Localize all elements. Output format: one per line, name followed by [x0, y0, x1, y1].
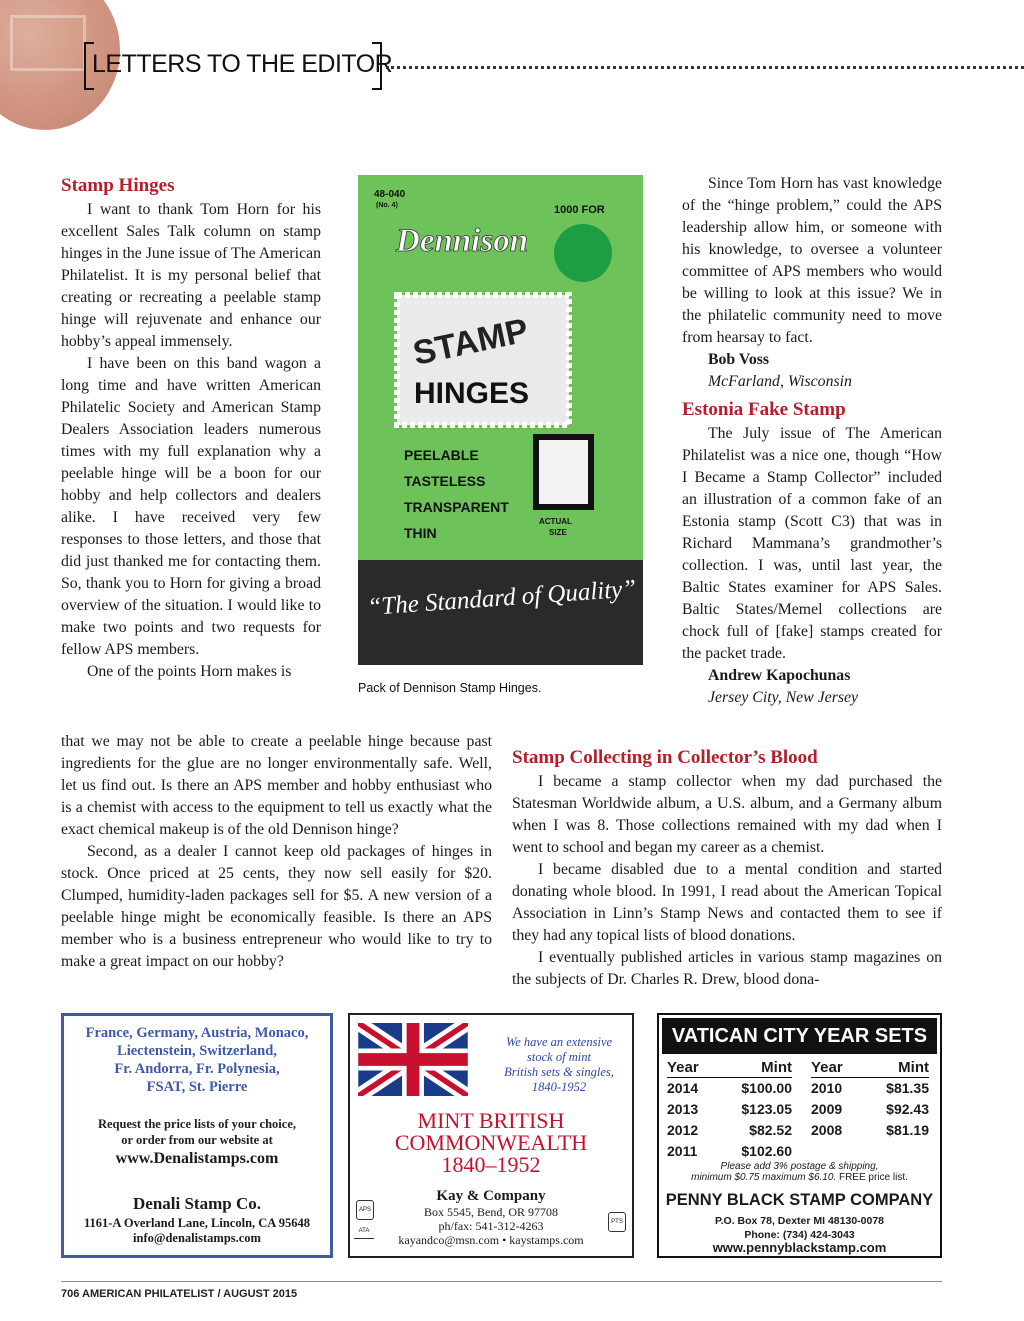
letter1-para2: I have been on this band wagon a long time and have written American Philatelic Society and American Stamp Dealers Association leaders numerous times with my full explanation why a peelable hinge will be a boon for our hobby and help collectors and dealers alike. I have received very few responses to those letters, and those that did just thanked me for contacting them. So, thank you to Horn for giving a broad overview of the situation. I would like to make two points and two requests for fellow APS members.: [61, 355, 321, 658]
heading-estonia: Estonia Fake Stamp: [682, 399, 846, 420]
penny-address: P.O. Box 78, Dexter MI 48130-0078: [714, 1215, 885, 1227]
penny-col-mint-left: Mint: [761, 1059, 792, 1076]
denali-countries-3: Fr. Andorra, Fr. Polynesia,: [114, 1061, 280, 1077]
denali-website[interactable]: www.Denalistamps.com: [115, 1150, 279, 1167]
kay-contact[interactable]: kayandco@msn.com • kaystamps.com: [398, 1233, 584, 1247]
kay-title-2: COMMONWEALTH: [394, 1130, 588, 1155]
header-dotted-rule: [386, 66, 1024, 69]
dennison-pack-photo: [356, 175, 645, 665]
penny-col-mint-right: Mint: [898, 1059, 929, 1076]
heading-stamp-hinges: Stamp Hinges: [61, 175, 175, 196]
penny-row: 2010 $81.35: [811, 1080, 929, 1096]
pack-stamp-word: STAMP: [409, 311, 532, 373]
letter1-para3a: One of the points Horn makes is: [87, 663, 292, 680]
denali-request-2: or order from our website at: [121, 1133, 273, 1147]
denali-company: Denali Stamp Co.: [133, 1194, 261, 1213]
letter1-para5: Since Tom Horn has vast knowledge of the “hinge problem,” could the APS leadership allow him, or someone with his knowledge, to oversee a volunteer committee of APS members who would be willing to look at this issue? We in the philatelic community need to move from hearsay to fact.: [682, 175, 942, 346]
pack-feature-3: TRANSPARENT: [404, 499, 509, 515]
pack-actual-size-2: SIZE: [549, 528, 567, 537]
letter1-para3b: that we may not be able to create a peelable hinge because past ingredients for the glue are no longer environmentally safe. Well, let us find out. Is there an APS member and hobby enthusiast who is a chemist with access to the equipment to tell us exactly what the exact chemical makeup is of the old Dennison hinge?: [61, 733, 492, 838]
letter2-signer: Andrew Kapochunas: [708, 667, 851, 684]
denali-countries-1: France, Germany, Austria, Monaco,: [85, 1025, 309, 1041]
penny-company: PENNY BLACK STAMP COMPANY: [665, 1191, 934, 1209]
letter1-place: McFarland, Wisconsin: [708, 373, 852, 390]
pack-feature-2: TASTELESS: [404, 473, 486, 489]
penny-phone: Phone: (734) 424-3043: [744, 1229, 855, 1241]
footer-rule: [61, 1281, 942, 1282]
kay-tagline-4: 1840-1952: [531, 1080, 587, 1094]
pack-corner-text: 1000 FOR: [554, 204, 605, 216]
penny-row: 2009 $92.43: [811, 1101, 929, 1117]
denali-countries-2: Liectenstein, Switzerland,: [117, 1043, 277, 1059]
pack-brand: Dennison: [396, 223, 529, 259]
letter3-para2: I became disabled due to a mental condition and started donating whole blood. In 1991, I read about the American Topical Association in Linn’s Stamp News and contacted them to see if they had any topical lists of blood donations.: [512, 861, 942, 944]
letter3-para3: I eventually published articles in various stamp magazines on the subjects of Dr. Charles R. Drew, blood dona-: [512, 949, 942, 988]
header-bracket-right: [372, 42, 382, 90]
kay-phone: ph/fax: 541-312-4263: [438, 1219, 544, 1233]
figure-caption: Pack of Dennison Stamp Hinges.: [358, 681, 542, 695]
penny-row: 2013 $123.05: [667, 1101, 792, 1117]
letter-stamp-hinges-col1-wide: [61, 731, 492, 973]
kay-tagline-3: British sets & singles,: [504, 1065, 614, 1079]
letter1-signer: Bob Voss: [708, 351, 770, 368]
penny-note-3: FREE price list.: [838, 1172, 908, 1183]
dennison-pack-image: [356, 175, 645, 665]
aps-badge-icon: APS: [356, 1200, 374, 1220]
letter-collectors-blood: [512, 745, 942, 991]
penny-website[interactable]: www.pennyblackstamp.com: [712, 1240, 887, 1255]
kay-tagline-2: stock of mint: [527, 1050, 591, 1064]
denali-request-1: Request the price lists of your choice,: [97, 1117, 296, 1131]
pack-code: 48-040: [374, 189, 406, 200]
penny-row: 2014 $100.00: [667, 1080, 792, 1096]
pack-feature-1: PEELABLE: [404, 447, 479, 463]
right-column: [682, 173, 942, 709]
letter1-para1: I want to thank Tom Horn for his excellent Sales Talk column on stamp hinges in the June issue of The American Philatelist. It is my personal belief that creating or recreating a peelable stamp hinge will rejuvenate and enhance our hobby’s appeal immensely.: [61, 201, 321, 350]
denali-email[interactable]: info@denalistamps.com: [133, 1231, 261, 1245]
denali-countries-4: FSAT, St. Pierre: [146, 1079, 248, 1095]
penny-row: 2011 $102.60: [667, 1143, 792, 1159]
kay-address: Box 5545, Bend, OR 97708: [423, 1205, 558, 1219]
section-title: LETTERS TO THE EDITOR: [92, 50, 393, 78]
heading-collectors-blood: Stamp Collecting in Collector’s Blood: [512, 747, 818, 768]
penny-note-1: Please add 3% postage & shipping,: [720, 1161, 879, 1172]
letter2-place: Jersey City, New Jersey: [708, 689, 859, 706]
letter-stamp-hinges-col1: [61, 173, 321, 683]
kay-tagline-1: We have an extensive: [505, 1035, 613, 1049]
pack-hinges-word: HINGES: [414, 377, 530, 410]
kay-years: 1840–1952: [441, 1152, 541, 1177]
denali-address: 1161-A Overland Lane, Lincoln, CA 95648: [83, 1216, 311, 1230]
penny-note-2: minimum $0.75 maximum $6.10.: [691, 1172, 837, 1183]
letter3-para1: I became a stamp collector when my dad purchased the Statesman Worldwide album, a U.S. album, and a Germany album when I was 8. Those collections remained with my dad when I went to school and began my career as a chemist.: [512, 773, 942, 856]
kay-company: Kay & Company: [436, 1188, 546, 1204]
ad-penny-black[interactable]: [657, 1013, 942, 1258]
penny-row: 2012 $82.52: [667, 1122, 792, 1138]
pts-badge-icon: PTS: [608, 1212, 626, 1232]
envelope-icon: [10, 15, 86, 71]
penny-col-year-left: Year: [667, 1059, 699, 1076]
page-footer: 706 AMERICAN PHILATELIST / AUGUST 2015: [61, 1288, 298, 1300]
pack-code-sub: (No. 4): [376, 202, 398, 209]
letter2-para1: The July issue of The American Philatelist was a nice one, though “How I Became a Stamp Collector” included an illustration of a common fake of an Estonia stamp (Scott C3) that was in Richard Mammana’s grandmother’s collection. I was, until last year, the Baltic States examiner for APS Sales. Baltic States/Memel collections are chock full of [fake] stamps created for the packet trade.: [682, 425, 942, 662]
pack-tagline: “The Standard of Quality”: [366, 575, 638, 621]
penny-row: 2008 $81.19: [811, 1122, 929, 1138]
letter1-para4: Second, as a dealer I cannot keep old packages of hinges in stock. Once priced at 25 cents, they now sell easily for $20. Clumped, humidity-laden packages sell for $5. A new version of a peelable hinge might be economically feasible. Is there an APS member who is a business entrepreneur who would like to try to make a great impact on our hobby?: [61, 843, 492, 970]
ad-kay-company[interactable]: [348, 1013, 634, 1258]
pack-actual-size-1: ACTUAL: [539, 517, 572, 526]
penny-col-year-right: Year: [811, 1059, 843, 1076]
pack-feature-4: THIN: [404, 525, 437, 541]
ad-denali-stamp[interactable]: [61, 1013, 333, 1258]
union-jack-icon: [358, 1023, 468, 1096]
ata-badge-icon: ATA: [354, 1222, 374, 1239]
penny-title: VATICAN CITY YEAR SETS: [662, 1018, 937, 1054]
kay-title-1: MINT BRITISH: [417, 1108, 565, 1133]
